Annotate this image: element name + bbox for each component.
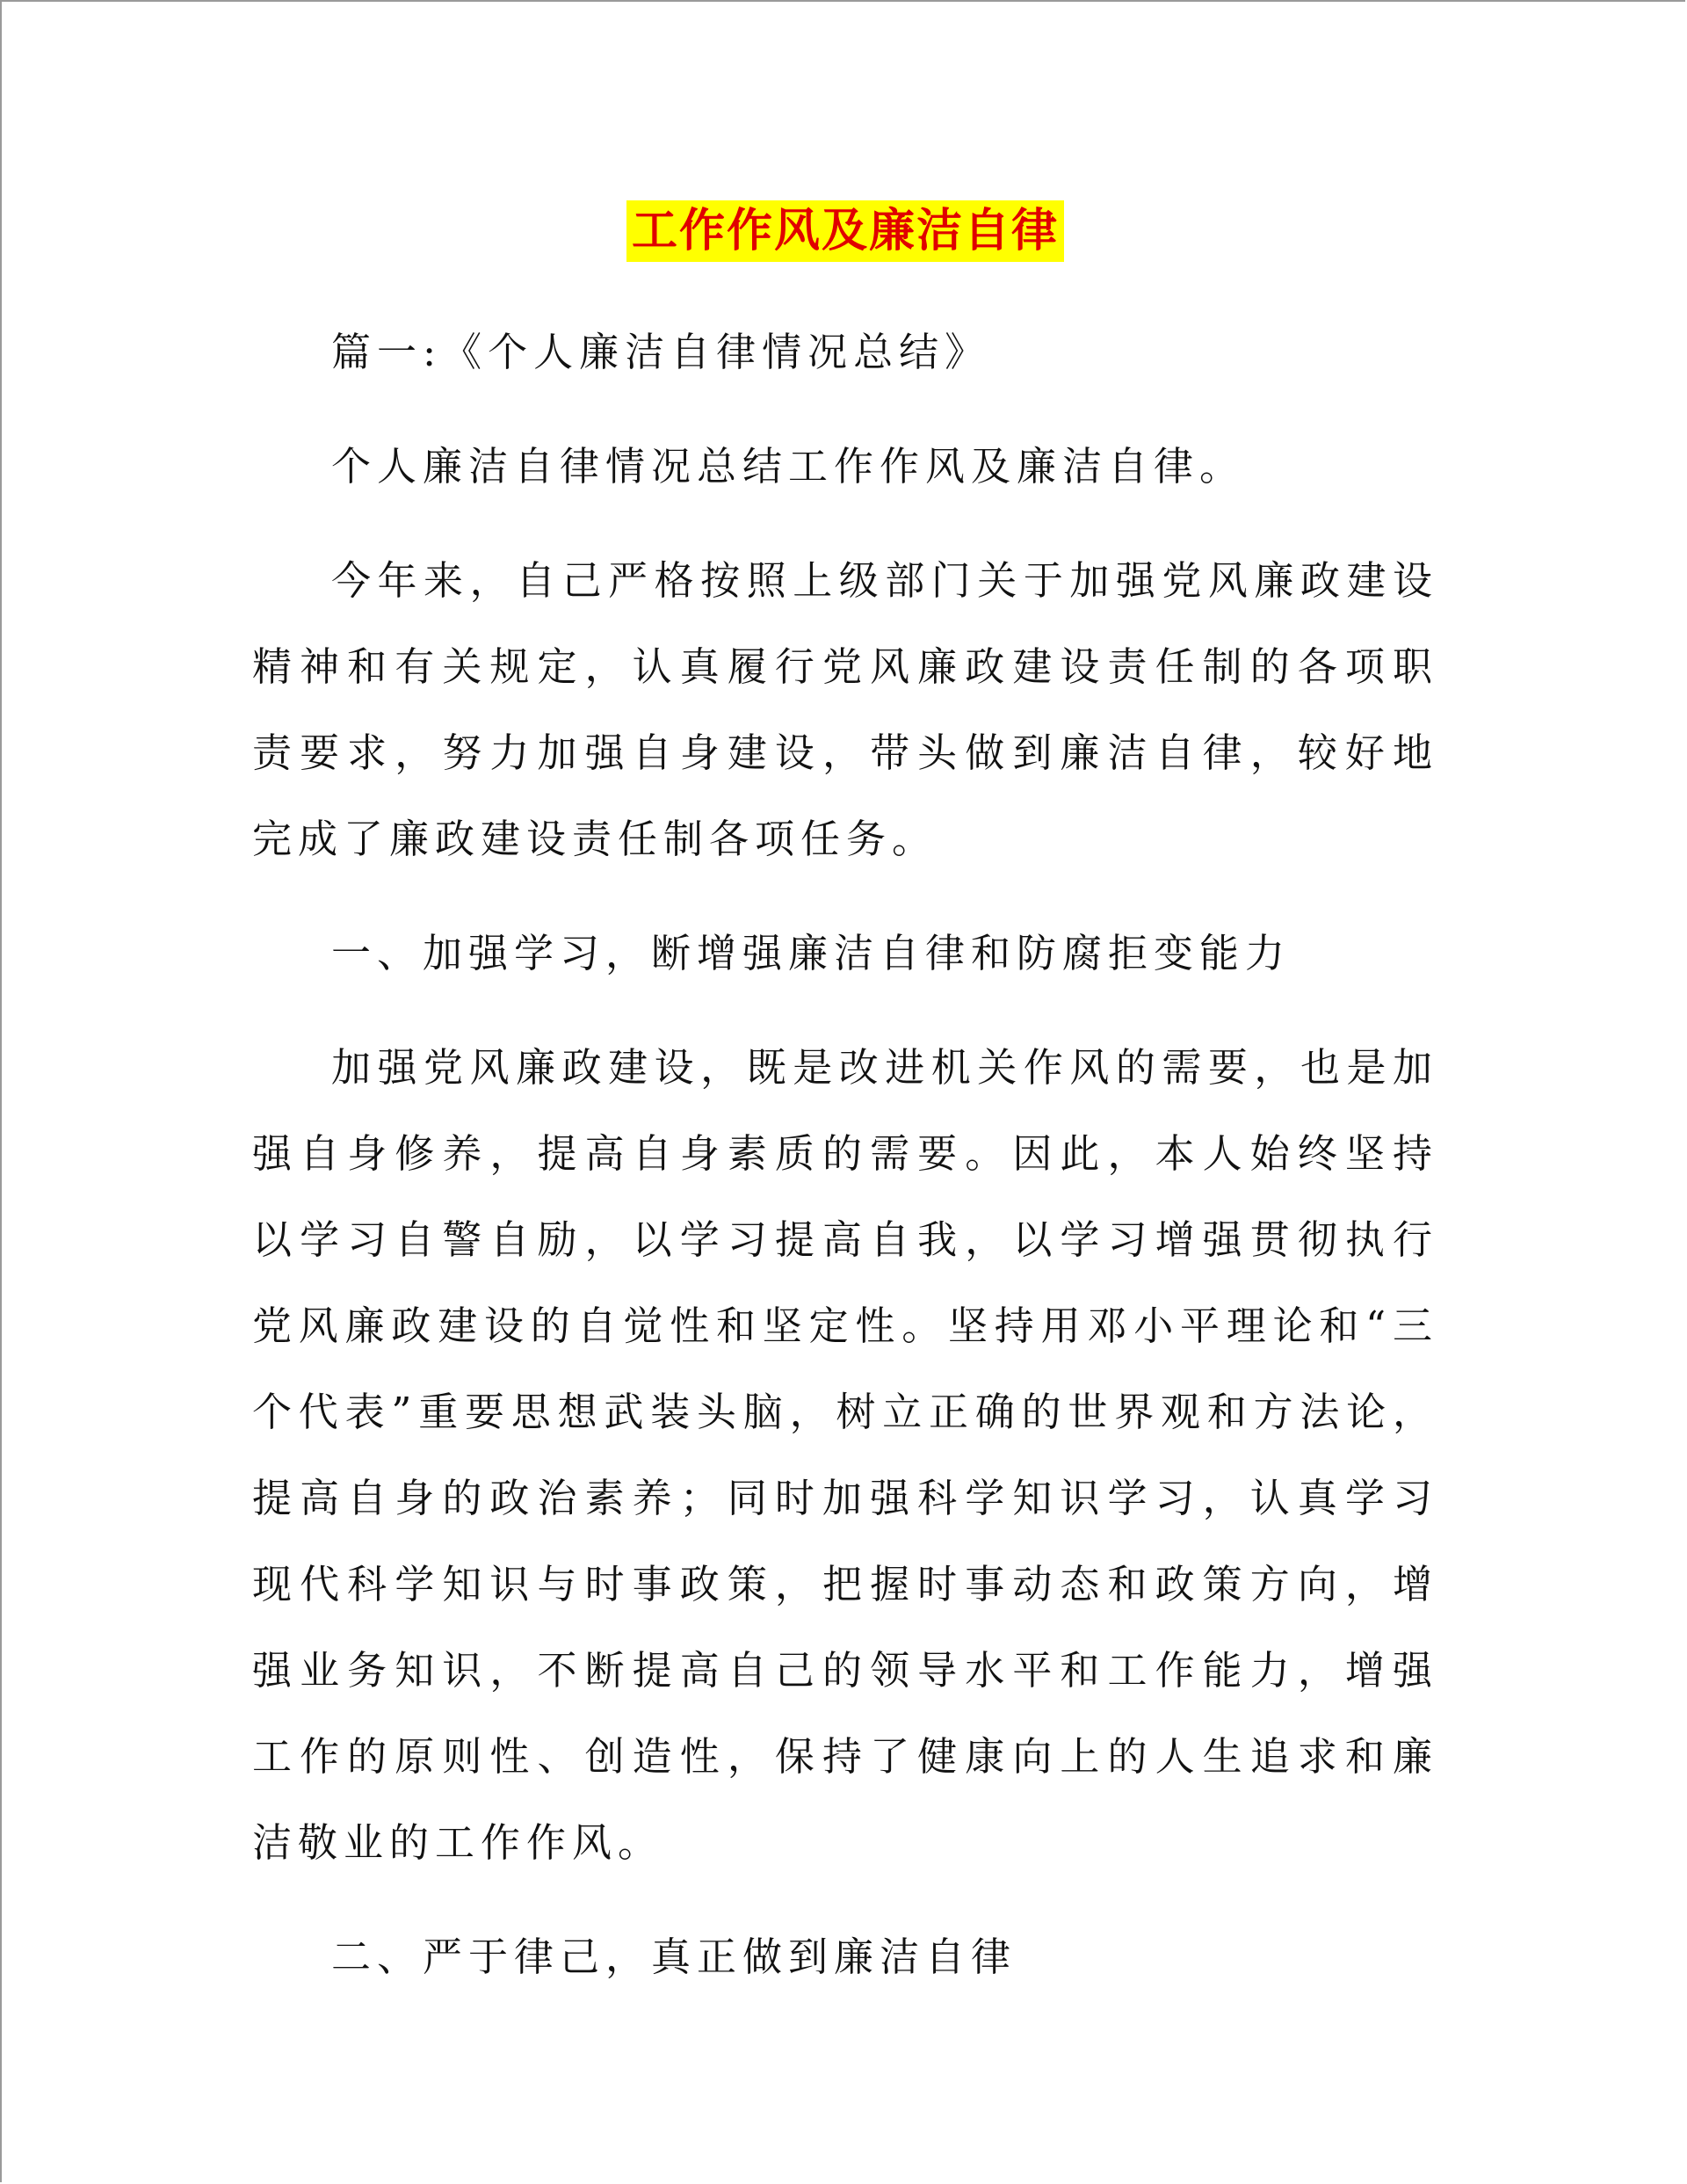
paragraph-subheading-1: 一、加强学习，断增强廉洁自律和防腐拒变能力 — [331, 930, 1292, 976]
document-body — [252, 309, 1438, 2028]
document-title: 工作作风及廉洁自律 — [626, 200, 1064, 262]
paragraph-intro: 个人廉洁自律情况总结工作作风及廉洁自律。 — [331, 443, 1246, 490]
paragraph-subheading-2: 二、严于律己，真正做到廉洁自律 — [331, 1934, 1017, 1980]
title-container — [2, 200, 1687, 262]
paragraph-heading-section: 篇一:《个人廉洁自律情况总结》 — [331, 329, 991, 375]
paragraph-overview: 今年来，自己严格按照上级部门关于加强党风廉政建设精神和有关规定，认真履行党风廉政建设责任制的各项职责要求，努力加强自身建设，带头做到廉洁自律，较好地完成了廉政建设责任制各项任务。 — [252, 557, 1438, 862]
paragraph-study: 加强党风廉政建设，既是改进机关作风的需要，也是加强自身修养，提高自身素质的需要。因此，本人始终坚持以学习自警自励，以学习提高自我，以学习增强贯彻执行党风廉政建设的自觉性和坚定性。坚持用邓小平理论和“三个代表”重要思想武装头脑，树立正确的世界观和方法论，提高自身的政治素养；同时加强科学知识学习，认真学习现代科学知识与时事政策，把握时事动态和政策方向，增强业务知识，不断提高自己的领导水平和工作能力，增强工作的原则性、创造性，保持了健康向上的人生追求和廉洁敬业的工作作风。 — [252, 1044, 1438, 1866]
